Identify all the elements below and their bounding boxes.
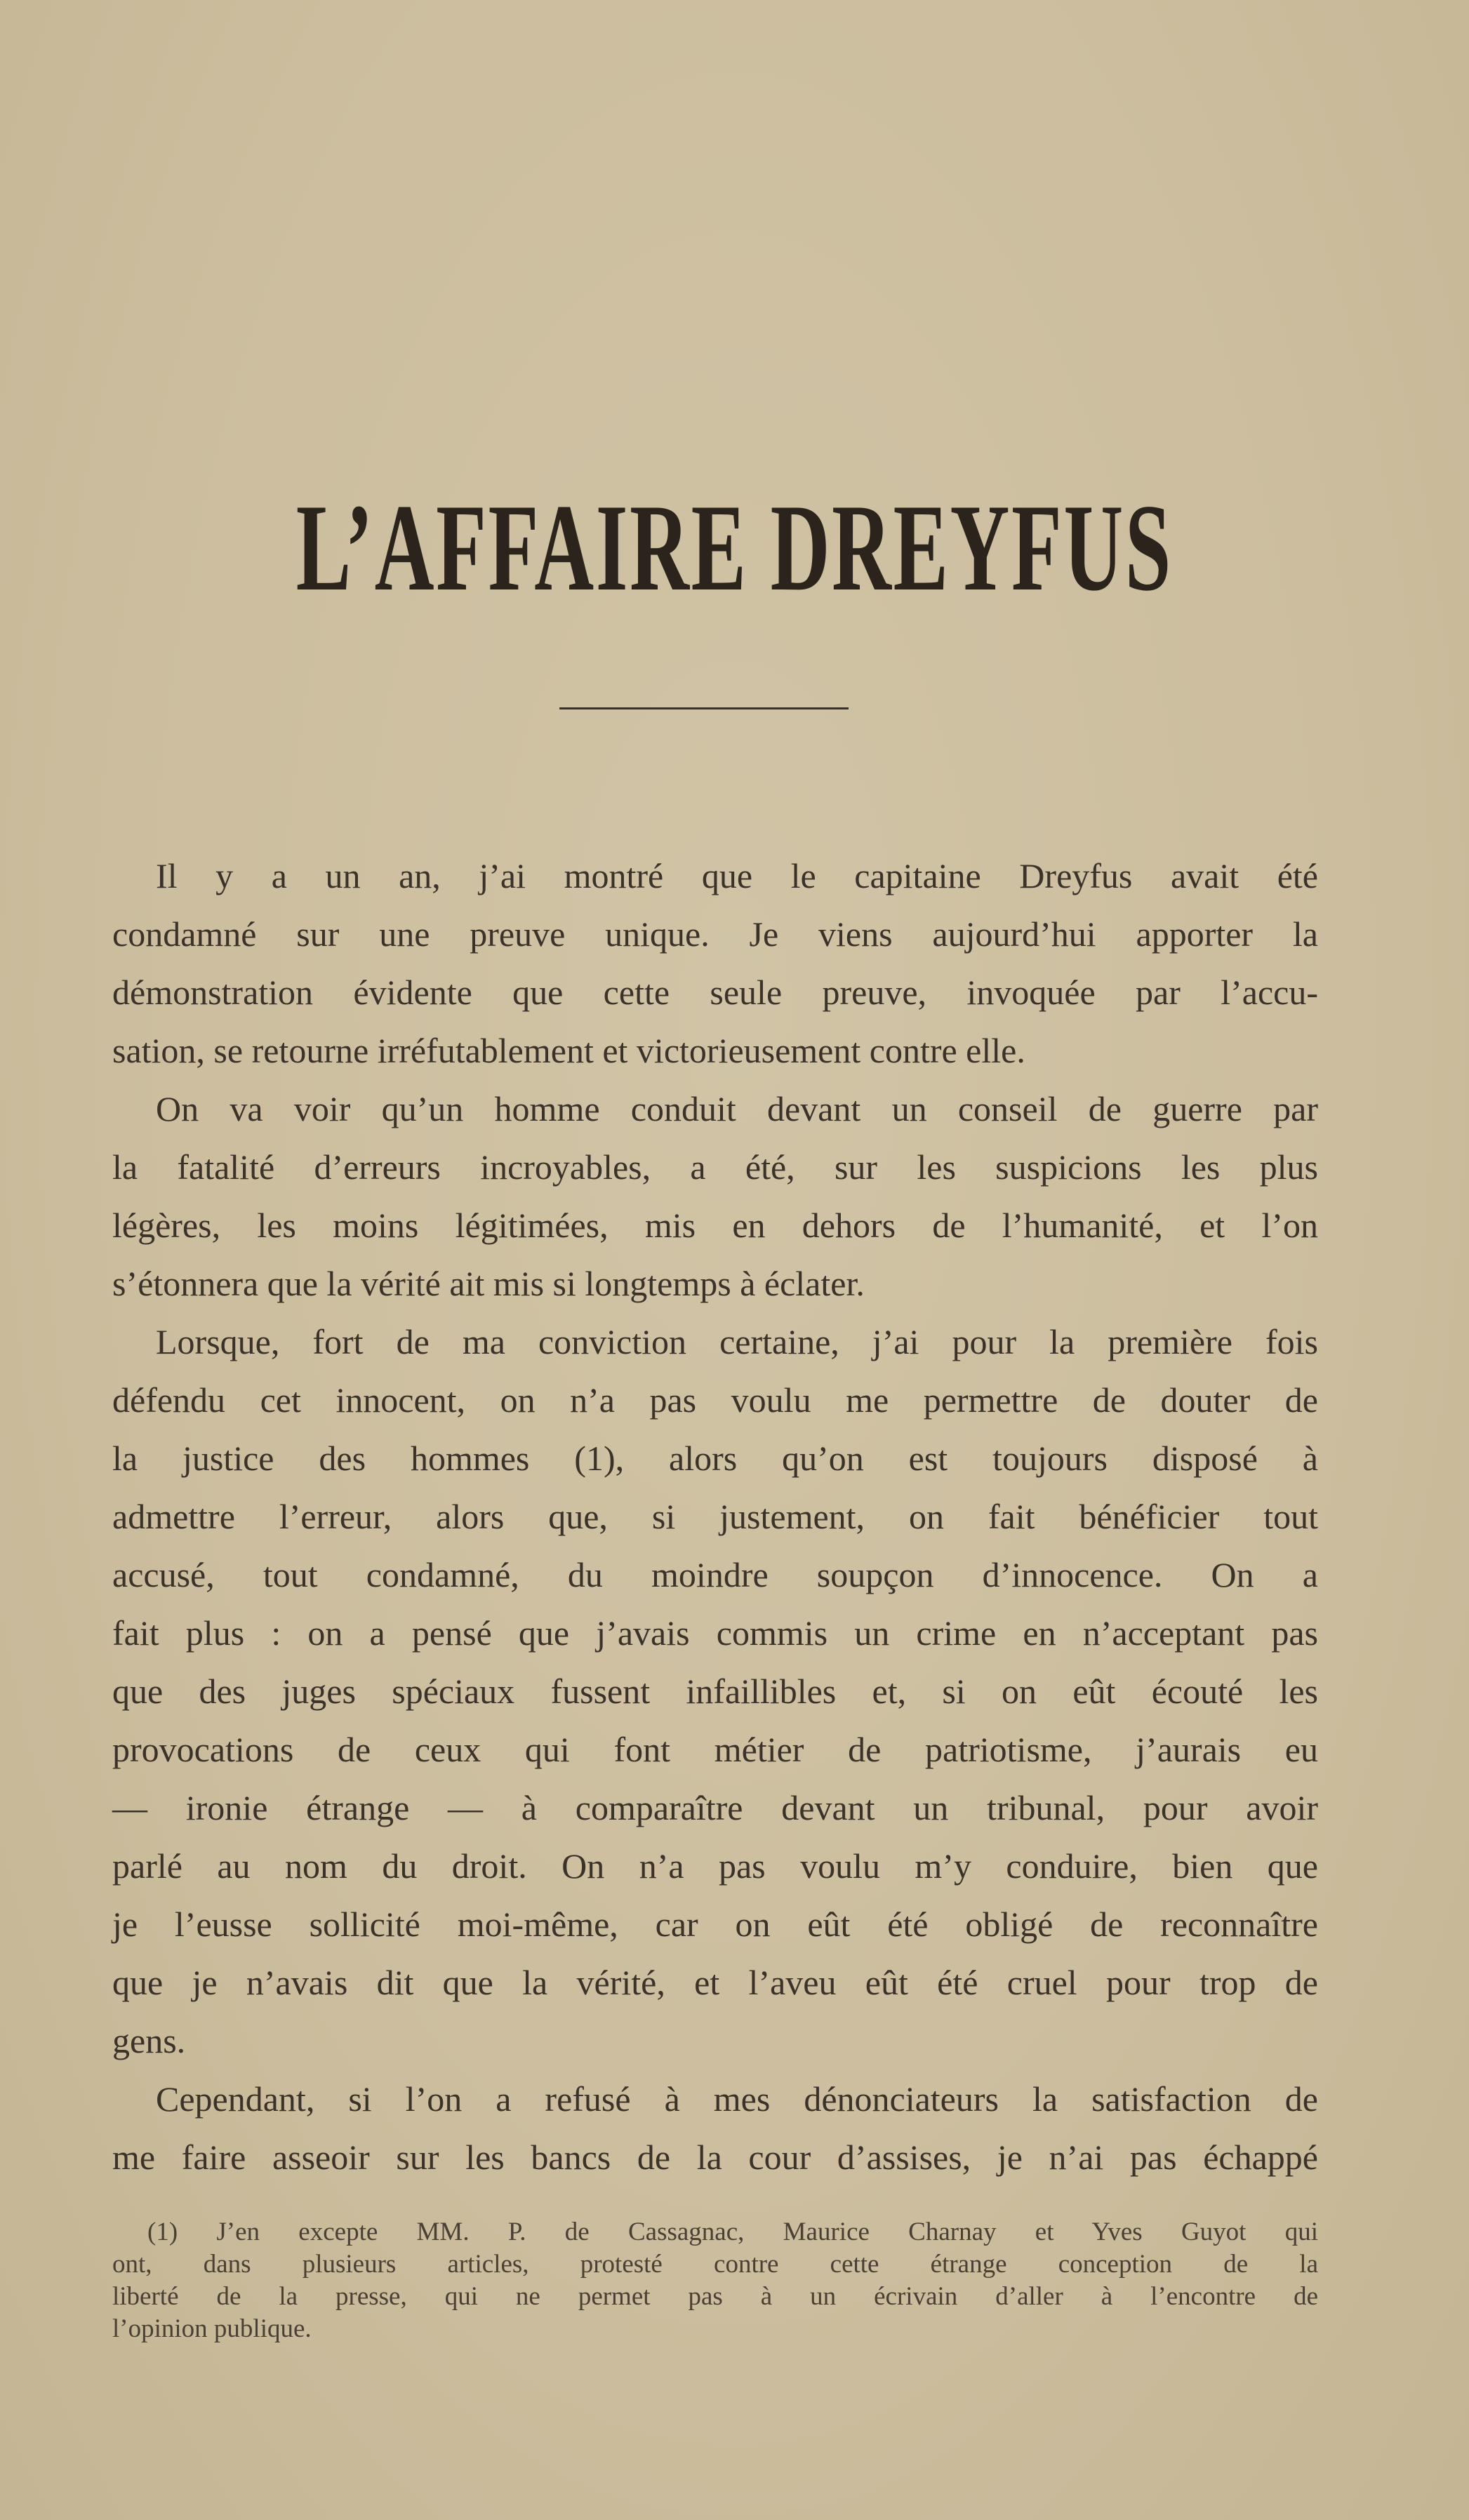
- text-line: — ironie étrange — à comparaître devant un tribunal, pour avoir: [112, 1788, 1318, 1827]
- footnote-line: (1) J’en excepte MM. P. de Cassagnac, Maurice Charnay et Yves Guyot qui: [147, 2218, 1318, 2246]
- text-line: provocations de ceux qui font métier de patriotisme, j’aurais eu: [112, 1730, 1318, 1769]
- text-line: Cependant, si l’on a refusé à mes dénonciateurs la satisfaction de: [156, 2079, 1318, 2119]
- footnote-line: l’opinion publique.: [112, 2314, 312, 2343]
- text-line: que je n’avais dit que la vérité, et l’aveu eût été cruel pour trop de: [112, 1963, 1318, 2002]
- text-line: On va voir qu’un homme conduit devant un conseil de guerre par: [156, 1089, 1318, 1128]
- text-line: parlé au nom du droit. On n’a pas voulu m’y conduire, bien que: [112, 1846, 1318, 1886]
- title-divider: [559, 707, 849, 709]
- text-line: gens.: [112, 2021, 186, 2060]
- text-line: accusé, tout condamné, du moindre soupçon d’innocence. On a: [112, 1555, 1318, 1594]
- text-line: Lorsque, fort de ma conviction certaine, j’ai pour la première fois: [156, 1322, 1318, 1361]
- text-line: admettre l’erreur, alors que, si justement, on fait bénéficier tout: [112, 1497, 1318, 1536]
- text-line: s’étonnera que la vérité ait mis si longtemps à éclater.: [112, 1264, 865, 1303]
- text-line: que des juges spéciaux fussent infaillibles et, si on eût écouté les: [112, 1672, 1318, 1711]
- text-line: légères, les moins légitimées, mis en dehors de l’humanité, et l’on: [112, 1206, 1318, 1245]
- text-line: la justice des hommes (1), alors qu’on est toujours disposé à: [112, 1439, 1318, 1478]
- text-line: condamné sur une preuve unique. Je viens aujourd’hui apporter la: [112, 914, 1318, 954]
- title-container: [0, 478, 1469, 617]
- page-title: L’AFFAIRE DREYFUS: [295, 478, 1174, 617]
- text-line: je l’eusse sollicité moi-même, car on eût été obligé de reconnaître: [112, 1905, 1318, 1944]
- text-line: sation, se retourne irréfutablement et victorieusement contre elle.: [112, 1031, 1025, 1070]
- footnote-line: liberté de la presse, qui ne permet pas à un écrivain d’aller à l’encontre de: [112, 2282, 1318, 2311]
- text-line: démonstration évidente que cette seule preuve, invoquée par l’accu-: [112, 973, 1318, 1012]
- footnote-line: ont, dans plusieurs articles, protesté contre cette étrange conception de la: [112, 2250, 1318, 2279]
- text-line: la fatalité d’erreurs incroyables, a été, sur les suspicions les plus: [112, 1147, 1318, 1187]
- text-line: me faire asseoir sur les bancs de la cour d’assises, je n’ai pas échappé: [112, 2138, 1318, 2177]
- text-line: Il y a un an, j’ai montré que le capitaine Dreyfus avait été: [156, 856, 1318, 895]
- body-text: [112, 847, 1318, 2187]
- footnote: [112, 2216, 1318, 2345]
- text-line: fait plus : on a pensé que j’avais commis un crime en n’acceptant pas: [112, 1613, 1318, 1653]
- text-line: défendu cet innocent, on n’a pas voulu me permettre de douter de: [112, 1380, 1318, 1420]
